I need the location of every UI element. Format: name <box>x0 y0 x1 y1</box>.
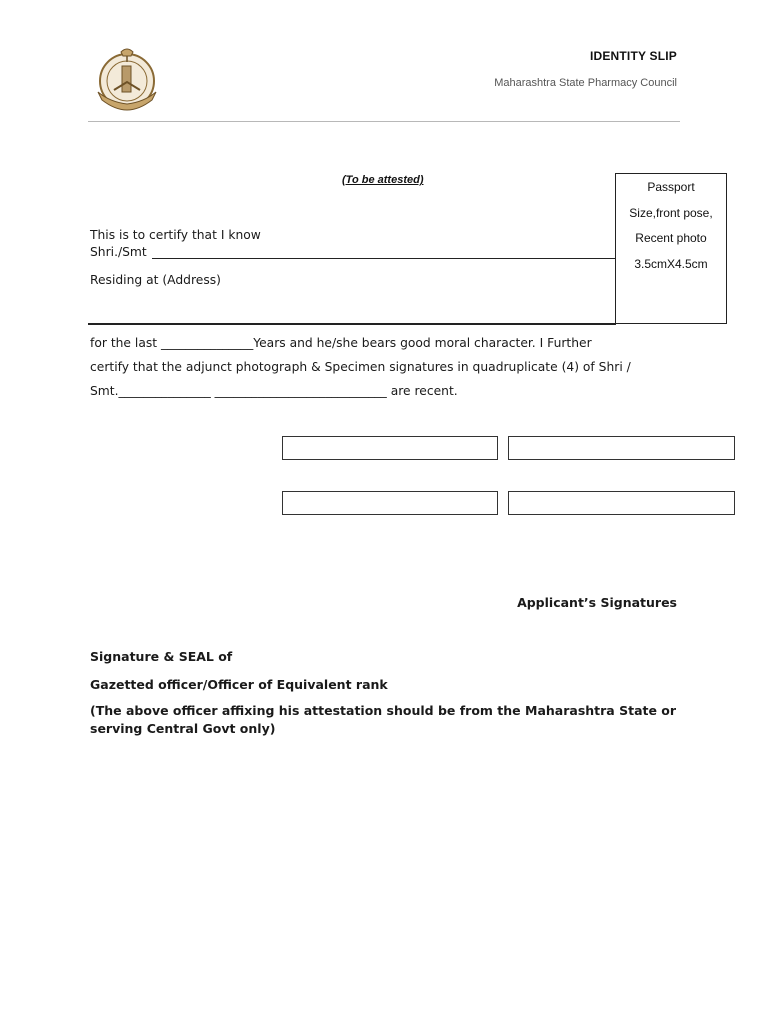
certify-photo-line: certify that the adjunct photograph & Specimen signatures in quadruplicate (4) of Shri / <box>90 360 631 374</box>
header-divider <box>88 121 680 122</box>
seal-label: Signature & SEAL of <box>90 649 233 664</box>
address-fill-line <box>88 323 616 325</box>
passport-photo-box <box>615 173 727 324</box>
attestation-note-line-1: (The above officer affixing his attestation should be from the Maharashtra State or <box>90 703 677 718</box>
specimen-signature-box-1 <box>282 436 498 460</box>
photo-box-line: Recent photo <box>635 231 707 245</box>
period-line: for the last _______________Years and he/she bears good moral character. I Further <box>90 336 592 350</box>
photo-box-line: 3.5cmX4.5cm <box>634 256 708 271</box>
photo-box-line: Size,front pose, <box>629 205 713 220</box>
council-name: Maharashtra State Pharmacy Council <box>494 77 677 89</box>
specimen-signature-box-3 <box>282 491 498 515</box>
council-emblem-logo <box>92 44 162 114</box>
name-prefix: Shri./Smt <box>90 245 147 259</box>
officer-rank-label: Gazetted officer/Officer of Equivalent rank <box>90 677 388 692</box>
applicant-signatures-label: Applicant’s Signatures <box>517 595 677 610</box>
recent-line: Smt._______________ ____________________________ are recent. <box>90 384 458 398</box>
attested-note: (To be attested) <box>342 174 424 186</box>
attestation-note-line-2: serving Central Govt only) <box>90 721 276 736</box>
specimen-signature-box-2 <box>508 436 735 460</box>
name-fill-line <box>152 258 615 259</box>
specimen-signature-box-4 <box>508 491 735 515</box>
address-label: Residing at (Address) <box>90 273 221 287</box>
photo-box-line: Passport <box>647 180 695 194</box>
certify-line: This is to certify that I know <box>90 228 261 242</box>
document-title: IDENTITY SLIP <box>589 49 677 63</box>
